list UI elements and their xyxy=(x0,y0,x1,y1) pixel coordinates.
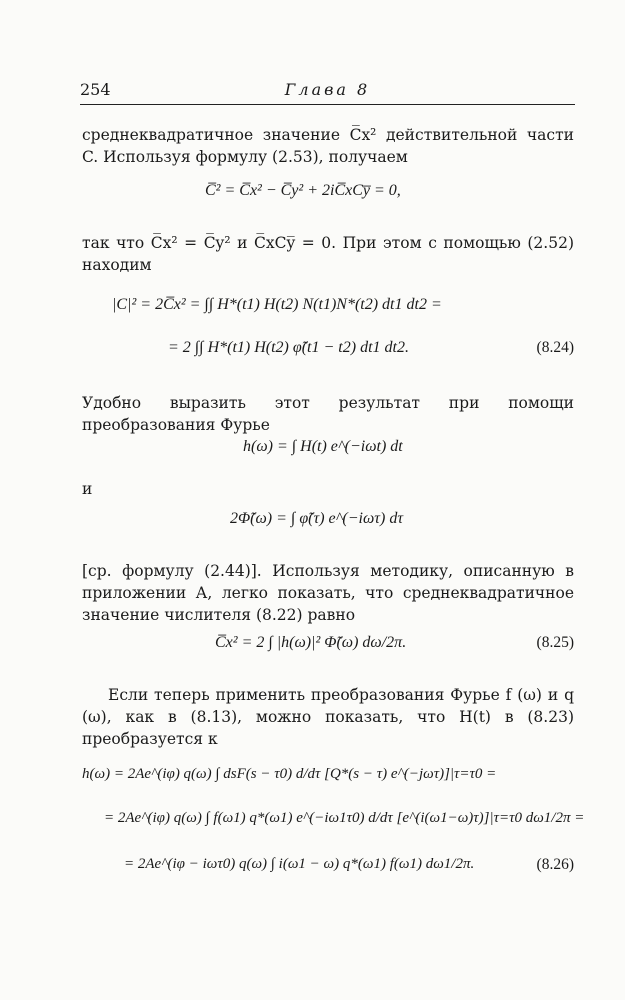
header-rule xyxy=(80,104,575,105)
equation-number-8-24: (8.24) xyxy=(536,339,574,356)
equation-8-26-line3: = 2Ae^(iφ − iωτ0) q(ω) ∫ i(ω1 − ω) q*(ω1) f(ω1) dω1/2π. xyxy=(124,856,475,872)
paragraph-6: Если теперь применить преобразования Фурье f (ω) и q (ω), как в (8.13), можно показать, что H(t) в (8.23) преобразуется к xyxy=(82,686,574,748)
page-header xyxy=(80,80,575,102)
equation-number-8-26: (8.26) xyxy=(536,856,574,873)
equation-number-8-25: (8.25) xyxy=(536,634,574,651)
equation-phi: 2Φ̃(ω) = ∫ φ̃(τ) e^(−iωτ) dτ xyxy=(230,510,404,527)
equation-8-26-line1: h(ω) = 2Ae^(iφ) q(ω) ∫ dsF(s − τ0) d/dτ [Q*(s − τ) e^(−jωτ)]|τ=τ0 = xyxy=(82,766,497,782)
equation-8-24-line2: = 2 ∫∫ H*(t1) H(t2) φ̃(t1 − t2) dt1 dt2. xyxy=(168,339,409,356)
equation-8-25: C̅x² = 2 ∫ |h(ω)|² Φ̃(ω) dω/2π. xyxy=(215,634,407,651)
page-number: 254 xyxy=(80,80,111,99)
equation-8-26-line2: = 2Ae^(iφ) q(ω) ∫ f(ω1) q*(ω1) e^(−iω1τ0) d/dτ [e^(i(ω1−ω)τ)]|τ=τ0 dω1/2π = xyxy=(104,810,585,826)
paragraph-2: так что C̅x² = C̅y² и C̅xCy̅ = 0. При этом с помощью (2.52) находим xyxy=(82,234,574,274)
paragraph-1: среднеквадратичное значение C̅x² действительной части C. Используя формулу (2.53), получаем xyxy=(82,126,574,166)
paragraph-5: [ср. формулу (2.44)]. Используя методику, описанную в приложении А, легко показать, что среднеквадратичное значение числителя (8.22) равно xyxy=(82,562,574,624)
paragraph-3: Удобно выразить этот результат при помощи преобразования Фурье xyxy=(82,394,574,434)
paragraph-4: и xyxy=(82,480,93,498)
running-head: Глава 8 xyxy=(284,80,371,99)
equation-8-24-line1: |C|² = 2C̅x² = ∫∫ H*(t1) H(t2) N(t1)N*(t2) dt1 dt2 = xyxy=(112,296,442,313)
equation-h-omega: h(ω) = ∫ H(t) e^(−iωt) dt xyxy=(243,438,403,455)
equation-c2: C̅² = C̅x² − C̅y² + 2iC̅xCy̅ = 0, xyxy=(205,182,401,199)
